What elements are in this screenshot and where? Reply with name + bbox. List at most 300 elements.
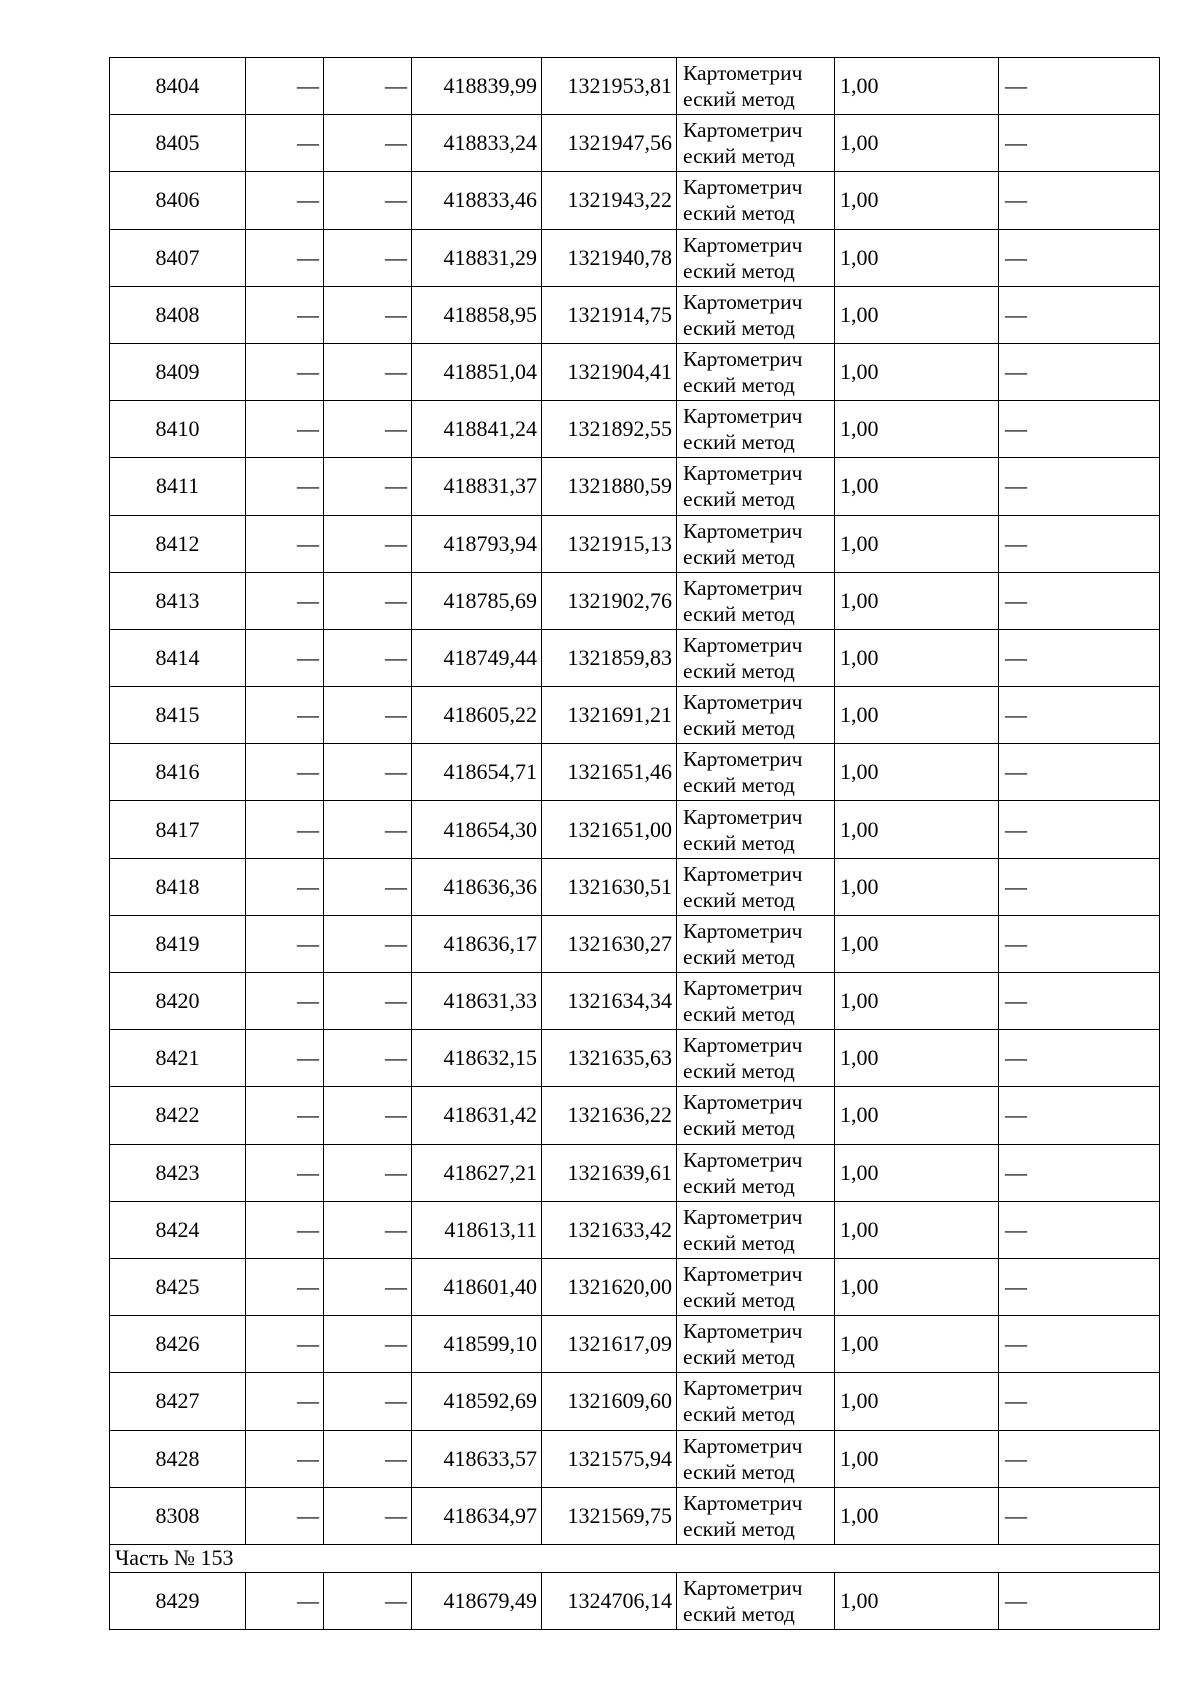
old-x-cell: — bbox=[246, 1572, 324, 1629]
point-number-cell: 8424 bbox=[110, 1201, 246, 1258]
y-coordinate-cell: 1321651,00 bbox=[542, 801, 677, 858]
method-line-2: еский метод bbox=[683, 144, 795, 169]
method-line-2: еский метод bbox=[683, 830, 795, 855]
accuracy-cell: 1,00 bbox=[835, 286, 999, 343]
x-coordinate-cell: 418633,57 bbox=[412, 1430, 542, 1487]
method-line-2: еский метод bbox=[683, 1059, 795, 1084]
point-number-cell: 8416 bbox=[110, 744, 246, 801]
x-coordinate-cell: 418601,40 bbox=[412, 1258, 542, 1315]
method-cell bbox=[677, 1201, 835, 1258]
accuracy-cell: 1,00 bbox=[835, 58, 999, 115]
method-line-2: еский метод bbox=[683, 1516, 795, 1541]
old-y-cell: — bbox=[324, 1030, 412, 1087]
x-coordinate-cell: 418631,42 bbox=[412, 1087, 542, 1144]
y-coordinate-cell: 1321904,41 bbox=[542, 343, 677, 400]
table-row bbox=[110, 286, 1160, 343]
y-coordinate-cell: 1321630,51 bbox=[542, 858, 677, 915]
method-line-1: Картометрич bbox=[683, 289, 803, 314]
y-coordinate-cell: 1321943,22 bbox=[542, 172, 677, 229]
table-row bbox=[110, 801, 1160, 858]
method-cell bbox=[677, 1430, 835, 1487]
accuracy-cell: 1,00 bbox=[835, 744, 999, 801]
point-number-cell: 8418 bbox=[110, 858, 246, 915]
accuracy-cell: 1,00 bbox=[835, 343, 999, 400]
description-cell: — bbox=[999, 1487, 1160, 1544]
x-coordinate-cell: 418793,94 bbox=[412, 515, 542, 572]
accuracy-cell: 1,00 bbox=[835, 1201, 999, 1258]
old-x-cell: — bbox=[246, 515, 324, 572]
y-coordinate-cell: 1321947,56 bbox=[542, 115, 677, 172]
accuracy-cell: 1,00 bbox=[835, 1373, 999, 1430]
x-coordinate-cell: 418839,99 bbox=[412, 58, 542, 115]
point-number-cell: 8427 bbox=[110, 1373, 246, 1430]
old-x-cell: — bbox=[246, 915, 324, 972]
y-coordinate-cell: 1321639,61 bbox=[542, 1144, 677, 1201]
x-coordinate-cell: 418654,71 bbox=[412, 744, 542, 801]
old-x-cell: — bbox=[246, 172, 324, 229]
old-y-cell: — bbox=[324, 1258, 412, 1315]
method-line-1: Картометрич bbox=[683, 518, 803, 543]
old-y-cell: — bbox=[324, 1201, 412, 1258]
accuracy-cell: 1,00 bbox=[835, 229, 999, 286]
table-row bbox=[110, 1201, 1160, 1258]
old-y-cell: — bbox=[324, 58, 412, 115]
accuracy-cell: 1,00 bbox=[835, 1430, 999, 1487]
old-x-cell: — bbox=[246, 1316, 324, 1373]
y-coordinate-cell: 1321651,46 bbox=[542, 744, 677, 801]
accuracy-cell: 1,00 bbox=[835, 973, 999, 1030]
y-coordinate-cell: 1321892,55 bbox=[542, 401, 677, 458]
x-coordinate-cell: 418785,69 bbox=[412, 572, 542, 629]
point-number-cell: 8411 bbox=[110, 458, 246, 515]
old-y-cell: — bbox=[324, 1316, 412, 1373]
x-coordinate-cell: 418605,22 bbox=[412, 687, 542, 744]
old-x-cell: — bbox=[246, 1144, 324, 1201]
description-cell: — bbox=[999, 115, 1160, 172]
method-line-1: Картометрич bbox=[683, 1575, 803, 1600]
accuracy-cell: 1,00 bbox=[835, 115, 999, 172]
method-line-2: еский метод bbox=[683, 1230, 795, 1255]
old-x-cell: — bbox=[246, 229, 324, 286]
method-line-2: еский метод bbox=[683, 1173, 795, 1198]
method-line-1: Картометрич bbox=[683, 232, 803, 257]
method-cell bbox=[677, 1030, 835, 1087]
x-coordinate-cell: 418654,30 bbox=[412, 801, 542, 858]
table-row bbox=[110, 1572, 1160, 1629]
y-coordinate-cell: 1321691,21 bbox=[542, 687, 677, 744]
y-coordinate-cell: 1321633,42 bbox=[542, 1201, 677, 1258]
method-line-1: Картометрич bbox=[683, 918, 803, 943]
old-y-cell: — bbox=[324, 1572, 412, 1629]
table-row bbox=[110, 744, 1160, 801]
description-cell: — bbox=[999, 572, 1160, 629]
point-number-cell: 8429 bbox=[110, 1572, 246, 1629]
description-cell: — bbox=[999, 744, 1160, 801]
method-line-2: еский метод bbox=[683, 1345, 795, 1370]
y-coordinate-cell: 1321953,81 bbox=[542, 58, 677, 115]
table-row bbox=[110, 1087, 1160, 1144]
method-line-2: еский метод bbox=[683, 773, 795, 798]
method-line-2: еский метод bbox=[683, 487, 795, 512]
method-line-2: еский метод bbox=[683, 658, 795, 683]
old-y-cell: — bbox=[324, 229, 412, 286]
method-cell bbox=[677, 1373, 835, 1430]
method-line-2: еский метод bbox=[683, 887, 795, 912]
method-cell bbox=[677, 343, 835, 400]
y-coordinate-cell: 1321902,76 bbox=[542, 572, 677, 629]
x-coordinate-cell: 418631,33 bbox=[412, 973, 542, 1030]
method-line-2: еский метод bbox=[683, 1601, 795, 1626]
table-row bbox=[110, 115, 1160, 172]
method-cell bbox=[677, 58, 835, 115]
y-coordinate-cell: 1321634,34 bbox=[542, 973, 677, 1030]
method-line-2: еский метод bbox=[683, 601, 795, 626]
description-cell: — bbox=[999, 1316, 1160, 1373]
accuracy-cell: 1,00 bbox=[835, 172, 999, 229]
old-x-cell: — bbox=[246, 858, 324, 915]
description-cell: — bbox=[999, 801, 1160, 858]
description-cell: — bbox=[999, 1373, 1160, 1430]
description-cell: — bbox=[999, 915, 1160, 972]
method-line-2: еский метод bbox=[683, 544, 795, 569]
description-cell: — bbox=[999, 1030, 1160, 1087]
old-y-cell: — bbox=[324, 172, 412, 229]
table-row bbox=[110, 172, 1160, 229]
method-cell bbox=[677, 1258, 835, 1315]
table-row bbox=[110, 973, 1160, 1030]
old-x-cell: — bbox=[246, 629, 324, 686]
description-cell: — bbox=[999, 1430, 1160, 1487]
description-cell: — bbox=[999, 1258, 1160, 1315]
method-cell bbox=[677, 572, 835, 629]
old-y-cell: — bbox=[324, 629, 412, 686]
table-row bbox=[110, 1316, 1160, 1373]
old-x-cell: — bbox=[246, 58, 324, 115]
point-number-cell: 8412 bbox=[110, 515, 246, 572]
method-line-2: еский метод bbox=[683, 373, 795, 398]
x-coordinate-cell: 418592,69 bbox=[412, 1373, 542, 1430]
x-coordinate-cell: 418636,36 bbox=[412, 858, 542, 915]
table-row bbox=[110, 572, 1160, 629]
method-line-1: Картометрич bbox=[683, 690, 803, 715]
method-cell bbox=[677, 687, 835, 744]
table-row bbox=[110, 687, 1160, 744]
method-cell bbox=[677, 858, 835, 915]
old-x-cell: — bbox=[246, 458, 324, 515]
method-cell bbox=[677, 401, 835, 458]
old-x-cell: — bbox=[246, 401, 324, 458]
x-coordinate-cell: 418831,37 bbox=[412, 458, 542, 515]
old-y-cell: — bbox=[324, 1430, 412, 1487]
description-cell: — bbox=[999, 401, 1160, 458]
old-x-cell: — bbox=[246, 1430, 324, 1487]
method-line-1: Картометрич bbox=[683, 1033, 803, 1058]
method-line-2: еский метод bbox=[683, 1459, 795, 1484]
y-coordinate-cell: 1321859,83 bbox=[542, 629, 677, 686]
accuracy-cell: 1,00 bbox=[835, 1487, 999, 1544]
x-coordinate-cell: 418632,15 bbox=[412, 1030, 542, 1087]
point-number-cell: 8308 bbox=[110, 1487, 246, 1544]
method-line-2: еский метод bbox=[683, 87, 795, 112]
x-coordinate-cell: 418636,17 bbox=[412, 915, 542, 972]
accuracy-cell: 1,00 bbox=[835, 572, 999, 629]
method-line-1: Картометрич bbox=[683, 1090, 803, 1115]
y-coordinate-cell: 1321575,94 bbox=[542, 1430, 677, 1487]
description-cell: — bbox=[999, 1572, 1160, 1629]
method-cell bbox=[677, 515, 835, 572]
y-coordinate-cell: 1321636,22 bbox=[542, 1087, 677, 1144]
table-row bbox=[110, 1487, 1160, 1544]
x-coordinate-cell: 418841,24 bbox=[412, 401, 542, 458]
method-line-1: Картометрич bbox=[683, 747, 803, 772]
x-coordinate-cell: 418599,10 bbox=[412, 1316, 542, 1373]
point-number-cell: 8405 bbox=[110, 115, 246, 172]
table-row bbox=[110, 58, 1160, 115]
x-coordinate-cell: 418613,11 bbox=[412, 1201, 542, 1258]
old-y-cell: — bbox=[324, 687, 412, 744]
method-line-1: Картометрич bbox=[683, 1204, 803, 1229]
table-row bbox=[110, 1373, 1160, 1430]
method-line-2: еский метод bbox=[683, 944, 795, 969]
point-number-cell: 8423 bbox=[110, 1144, 246, 1201]
old-x-cell: — bbox=[246, 115, 324, 172]
point-number-cell: 8417 bbox=[110, 801, 246, 858]
old-x-cell: — bbox=[246, 687, 324, 744]
y-coordinate-cell: 1321880,59 bbox=[542, 458, 677, 515]
description-cell: — bbox=[999, 687, 1160, 744]
description-cell: — bbox=[999, 973, 1160, 1030]
table-row bbox=[110, 1430, 1160, 1487]
point-number-cell: 8415 bbox=[110, 687, 246, 744]
old-y-cell: — bbox=[324, 343, 412, 400]
part-header-row bbox=[110, 1544, 1160, 1572]
method-line-1: Картометрич bbox=[683, 1490, 803, 1515]
accuracy-cell: 1,00 bbox=[835, 858, 999, 915]
point-number-cell: 8408 bbox=[110, 286, 246, 343]
method-line-1: Картометрич bbox=[683, 1147, 803, 1172]
old-y-cell: — bbox=[324, 515, 412, 572]
y-coordinate-cell: 1321915,13 bbox=[542, 515, 677, 572]
method-line-2: еский метод bbox=[683, 1116, 795, 1141]
accuracy-cell: 1,00 bbox=[835, 629, 999, 686]
point-number-cell: 8426 bbox=[110, 1316, 246, 1373]
method-line-1: Картометрич bbox=[683, 861, 803, 886]
method-line-2: еский метод bbox=[683, 430, 795, 455]
old-x-cell: — bbox=[246, 1373, 324, 1430]
x-coordinate-cell: 418679,49 bbox=[412, 1572, 542, 1629]
method-cell bbox=[677, 1144, 835, 1201]
method-cell bbox=[677, 801, 835, 858]
old-y-cell: — bbox=[324, 1373, 412, 1430]
accuracy-cell: 1,00 bbox=[835, 687, 999, 744]
method-line-2: еский метод bbox=[683, 258, 795, 283]
table-row bbox=[110, 515, 1160, 572]
table-row bbox=[110, 229, 1160, 286]
method-cell bbox=[677, 1087, 835, 1144]
accuracy-cell: 1,00 bbox=[835, 1087, 999, 1144]
y-coordinate-cell: 1321940,78 bbox=[542, 229, 677, 286]
y-coordinate-cell: 1321609,60 bbox=[542, 1373, 677, 1430]
description-cell: — bbox=[999, 629, 1160, 686]
old-y-cell: — bbox=[324, 801, 412, 858]
description-cell: — bbox=[999, 1144, 1160, 1201]
method-cell bbox=[677, 286, 835, 343]
old-x-cell: — bbox=[246, 1087, 324, 1144]
method-cell bbox=[677, 915, 835, 972]
description-cell: — bbox=[999, 858, 1160, 915]
old-y-cell: — bbox=[324, 286, 412, 343]
old-x-cell: — bbox=[246, 744, 324, 801]
method-line-1: Картометрич bbox=[683, 61, 803, 86]
point-number-cell: 8422 bbox=[110, 1087, 246, 1144]
point-number-cell: 8413 bbox=[110, 572, 246, 629]
old-x-cell: — bbox=[246, 973, 324, 1030]
old-y-cell: — bbox=[324, 572, 412, 629]
old-y-cell: — bbox=[324, 1487, 412, 1544]
method-cell bbox=[677, 458, 835, 515]
y-coordinate-cell: 1321635,63 bbox=[542, 1030, 677, 1087]
method-line-1: Картометрич bbox=[683, 1319, 803, 1344]
x-coordinate-cell: 418833,46 bbox=[412, 172, 542, 229]
method-line-2: еский метод bbox=[683, 1402, 795, 1427]
description-cell: — bbox=[999, 1201, 1160, 1258]
accuracy-cell: 1,00 bbox=[835, 1144, 999, 1201]
point-number-cell: 8419 bbox=[110, 915, 246, 972]
point-number-cell: 8407 bbox=[110, 229, 246, 286]
old-x-cell: — bbox=[246, 1258, 324, 1315]
x-coordinate-cell: 418627,21 bbox=[412, 1144, 542, 1201]
old-x-cell: — bbox=[246, 286, 324, 343]
point-number-cell: 8428 bbox=[110, 1430, 246, 1487]
method-cell bbox=[677, 1316, 835, 1373]
x-coordinate-cell: 418851,04 bbox=[412, 343, 542, 400]
point-number-cell: 8404 bbox=[110, 58, 246, 115]
x-coordinate-cell: 418858,95 bbox=[412, 286, 542, 343]
point-number-cell: 8406 bbox=[110, 172, 246, 229]
accuracy-cell: 1,00 bbox=[835, 1030, 999, 1087]
method-line-1: Картометрич bbox=[683, 575, 803, 600]
old-x-cell: — bbox=[246, 1030, 324, 1087]
method-line-1: Картометрич bbox=[683, 632, 803, 657]
method-line-1: Картометрич bbox=[683, 804, 803, 829]
table-body bbox=[110, 58, 1160, 1630]
method-cell bbox=[677, 1572, 835, 1629]
method-line-2: еский метод bbox=[683, 1288, 795, 1313]
accuracy-cell: 1,00 bbox=[835, 1258, 999, 1315]
old-y-cell: — bbox=[324, 973, 412, 1030]
table-row bbox=[110, 915, 1160, 972]
description-cell: — bbox=[999, 229, 1160, 286]
accuracy-cell: 1,00 bbox=[835, 401, 999, 458]
description-cell: — bbox=[999, 515, 1160, 572]
table-row bbox=[110, 629, 1160, 686]
point-number-cell: 8414 bbox=[110, 629, 246, 686]
coordinates-table bbox=[109, 57, 1160, 1630]
method-line-2: еский метод bbox=[683, 1002, 795, 1027]
x-coordinate-cell: 418831,29 bbox=[412, 229, 542, 286]
table-row bbox=[110, 858, 1160, 915]
method-cell bbox=[677, 629, 835, 686]
old-y-cell: — bbox=[324, 458, 412, 515]
x-coordinate-cell: 418749,44 bbox=[412, 629, 542, 686]
method-line-1: Картометрич bbox=[683, 175, 803, 200]
method-line-1: Картометрич bbox=[683, 404, 803, 429]
old-y-cell: — bbox=[324, 1087, 412, 1144]
method-line-1: Картометрич bbox=[683, 1433, 803, 1458]
old-y-cell: — bbox=[324, 915, 412, 972]
accuracy-cell: 1,00 bbox=[835, 458, 999, 515]
table-row bbox=[110, 343, 1160, 400]
point-number-cell: 8410 bbox=[110, 401, 246, 458]
old-x-cell: — bbox=[246, 343, 324, 400]
method-line-1: Картометрич bbox=[683, 1262, 803, 1287]
description-cell: — bbox=[999, 286, 1160, 343]
y-coordinate-cell: 1321620,00 bbox=[542, 1258, 677, 1315]
point-number-cell: 8425 bbox=[110, 1258, 246, 1315]
point-number-cell: 8421 bbox=[110, 1030, 246, 1087]
method-cell bbox=[677, 744, 835, 801]
method-cell bbox=[677, 115, 835, 172]
y-coordinate-cell: 1324706,14 bbox=[542, 1572, 677, 1629]
old-y-cell: — bbox=[324, 401, 412, 458]
table-row bbox=[110, 458, 1160, 515]
table-row bbox=[110, 1144, 1160, 1201]
old-y-cell: — bbox=[324, 115, 412, 172]
description-cell: — bbox=[999, 58, 1160, 115]
old-x-cell: — bbox=[246, 1201, 324, 1258]
description-cell: — bbox=[999, 1087, 1160, 1144]
method-line-1: Картометрич bbox=[683, 347, 803, 372]
y-coordinate-cell: 1321617,09 bbox=[542, 1316, 677, 1373]
description-cell: — bbox=[999, 172, 1160, 229]
method-line-2: еский метод bbox=[683, 201, 795, 226]
y-coordinate-cell: 1321569,75 bbox=[542, 1487, 677, 1544]
x-coordinate-cell: 418634,97 bbox=[412, 1487, 542, 1544]
method-line-1: Картометрич bbox=[683, 1376, 803, 1401]
method-cell bbox=[677, 973, 835, 1030]
accuracy-cell: 1,00 bbox=[835, 915, 999, 972]
method-cell bbox=[677, 1487, 835, 1544]
y-coordinate-cell: 1321630,27 bbox=[542, 915, 677, 972]
table-row bbox=[110, 401, 1160, 458]
old-y-cell: — bbox=[324, 744, 412, 801]
description-cell: — bbox=[999, 458, 1160, 515]
description-cell: — bbox=[999, 343, 1160, 400]
method-cell bbox=[677, 172, 835, 229]
accuracy-cell: 1,00 bbox=[835, 515, 999, 572]
old-x-cell: — bbox=[246, 801, 324, 858]
table-row bbox=[110, 1030, 1160, 1087]
method-line-2: еский метод bbox=[683, 315, 795, 340]
x-coordinate-cell: 418833,24 bbox=[412, 115, 542, 172]
method-line-1: Картометрич bbox=[683, 461, 803, 486]
point-number-cell: 8409 bbox=[110, 343, 246, 400]
method-cell bbox=[677, 229, 835, 286]
accuracy-cell: 1,00 bbox=[835, 801, 999, 858]
accuracy-cell: 1,00 bbox=[835, 1572, 999, 1629]
method-line-1: Картометрич bbox=[683, 118, 803, 143]
y-coordinate-cell: 1321914,75 bbox=[542, 286, 677, 343]
part-label: Часть № 153 bbox=[110, 1544, 1160, 1572]
old-y-cell: — bbox=[324, 858, 412, 915]
accuracy-cell: 1,00 bbox=[835, 1316, 999, 1373]
old-x-cell: — bbox=[246, 1487, 324, 1544]
method-line-2: еский метод bbox=[683, 716, 795, 741]
old-y-cell: — bbox=[324, 1144, 412, 1201]
point-number-cell: 8420 bbox=[110, 973, 246, 1030]
old-x-cell: — bbox=[246, 572, 324, 629]
table-row bbox=[110, 1258, 1160, 1315]
